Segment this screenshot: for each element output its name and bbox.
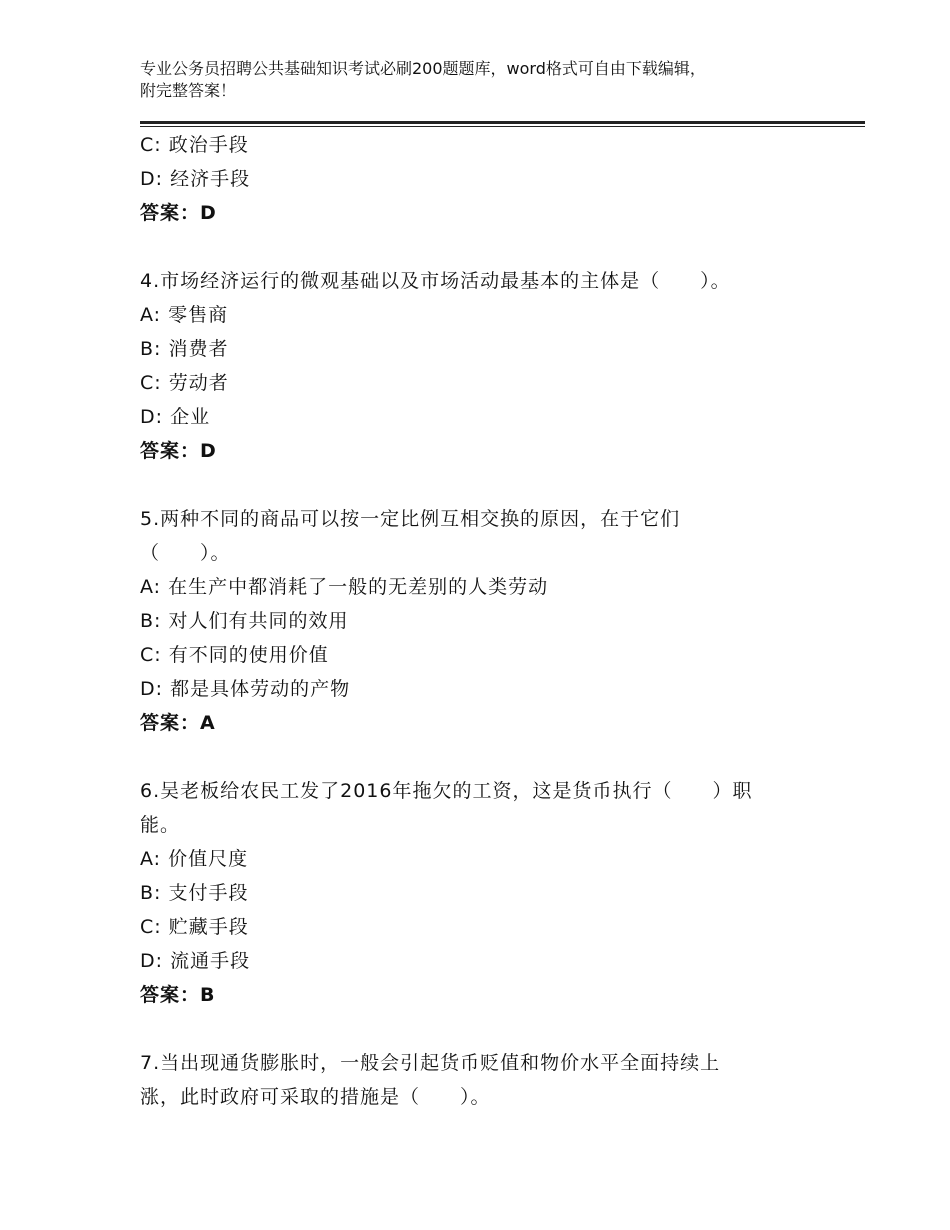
answer-line: 答案：D [140,202,217,224]
question-stem: 4.市场经济运行的微观基础以及市场活动最基本的主体是（ ）。 [140,270,731,292]
option-c: C: 有不同的使用价值 [140,644,329,666]
document-header [140,58,820,102]
question-stem: 7.当出现通货膨胀时，一般会引起货币贬值和物价水平全面持续上 [140,1052,721,1074]
option-b: B: 消费者 [140,338,229,360]
answer-line: 答案：B [140,984,216,1006]
option-b: B: 对人们有共同的效用 [140,610,349,632]
option-b: B: 支付手段 [140,882,249,904]
question-stem-cont: 能。 [140,814,181,836]
option-d: D: 流通手段 [140,950,251,972]
option-d: D: 经济手段 [140,168,251,190]
answer-line: 答案：A [140,712,216,734]
option-a: A: 在生产中都消耗了一般的无差别的人类劳动 [140,576,549,598]
option-c: C: 劳动者 [140,372,229,394]
answer-line: 答案：D [140,440,217,462]
question-stem: 5.两种不同的商品可以按一定比例互相交换的原因，在于它们 [140,508,681,530]
option-c: C: 贮藏手段 [140,916,249,938]
option-a: A: 零售商 [140,304,229,326]
question-stem-cont: 涨，此时政府可采取的措施是（ ）。 [140,1086,491,1108]
option-a: A: 价值尺度 [140,848,249,870]
question-stem: 6.吴老板给农民工发了2016年拖欠的工资，这是货币执行（ ）职 [140,780,753,802]
header-line-2: 附完整答案！ [140,81,237,100]
header-rule-thick [140,121,865,124]
question-stem-cont: （ ）。 [140,542,231,564]
question-content [140,128,820,1114]
option-c: C: 政治手段 [140,134,249,156]
option-d: D: 都是具体劳动的产物 [140,678,351,700]
header-line-1: 专业公务员招聘公共基础知识考试必刷200题题库，word格式可自由下载编辑， [140,59,706,78]
header-rule-thin [140,126,865,127]
option-d: D: 企业 [140,406,211,428]
